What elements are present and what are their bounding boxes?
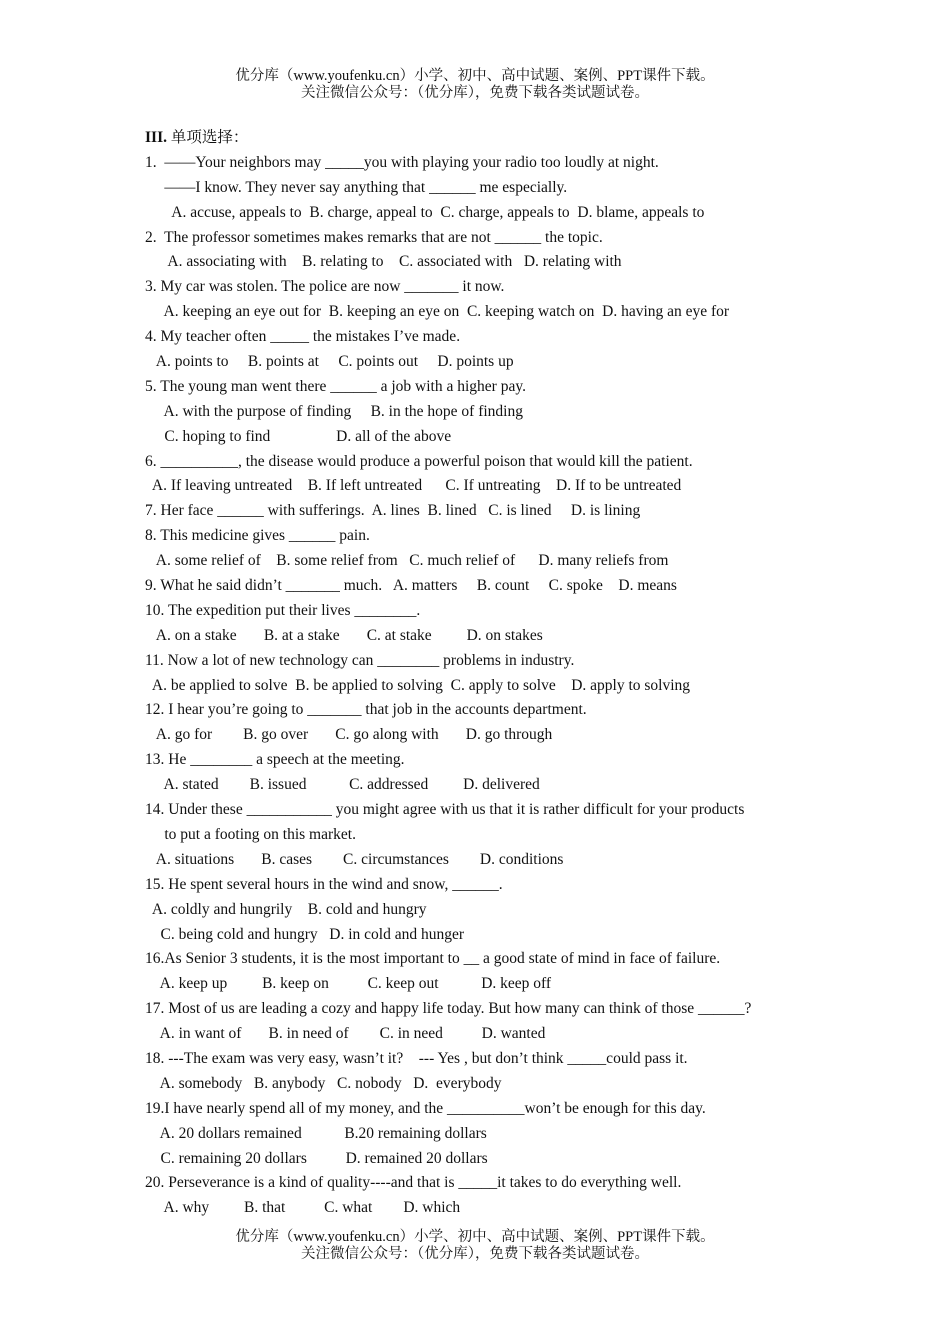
- question-line: A. why B. that C. what D. which: [145, 1199, 461, 1217]
- question-line: 20. Perseverance is a kind of quality----and that is _____it takes to do everything well.: [145, 1174, 682, 1192]
- question-line: A. points to B. points at C. points out D. points up: [145, 353, 514, 371]
- question-line: 13. He ________ a speech at the meeting.: [145, 751, 405, 769]
- section-number: III.: [145, 129, 167, 146]
- question-line: A. accuse, appeals to B. charge, appeal to C. charge, appeals to D. blame, appeals to: [145, 203, 705, 221]
- question-line: A. keep up B. keep on C. keep out D. keep off: [145, 975, 552, 993]
- question-line: 16.As Senior 3 students, it is the most important to __ a good state of mind in face of failure.: [145, 950, 721, 968]
- question-line: 10. The expedition put their lives ________.: [145, 601, 421, 619]
- question-line: 1. ——Your neighbors may _____you with playing your radio too loudly at night.: [145, 153, 659, 171]
- question-line: ——I know. They never say anything that ______ me especially.: [145, 178, 568, 196]
- footer-line-1: 优分库（www.youfenku.cn）小学、初中、高中试题、案例、PPT课件下载。: [235, 1229, 715, 1245]
- question-line: A. associating with B. relating to C. associated with D. relating with: [145, 253, 622, 271]
- exercise-content: [145, 126, 825, 1221]
- question-list: [145, 151, 825, 1221]
- question-line: C. being cold and hungry D. in cold and hunger: [145, 925, 464, 943]
- question-line: A. on a stake B. at a stake C. at stake D. on stakes: [145, 626, 543, 644]
- section-title: [145, 126, 825, 151]
- question-line: to put a footing on this market.: [145, 825, 356, 843]
- question-line: 6. __________, the disease would produce a powerful poison that would kill the patient.: [145, 452, 693, 470]
- question-line: A. situations B. cases C. circumstances D. conditions: [145, 850, 564, 868]
- question-line: 4. My teacher often _____ the mistakes I’ve made.: [145, 328, 461, 346]
- question-line: A. keeping an eye out for B. keeping an eye on C. keeping watch on D. having an eye for: [145, 303, 730, 321]
- question-line: A. be applied to solve B. be applied to solving C. apply to solve D. apply to solving: [145, 676, 691, 694]
- header-line-2: 关注微信公众号：（优分库），免费下载各类试题试卷。: [301, 85, 649, 101]
- footer-line-2: 关注微信公众号：（优分库），免费下载各类试题试卷。: [301, 1246, 649, 1262]
- question-line: 7. Her face ______ with sufferings. A. lines B. lined C. is lined D. is lining: [145, 502, 641, 520]
- question-line: 11. Now a lot of new technology can ________ problems in industry.: [145, 651, 575, 669]
- section-label: 单项选择：: [166, 129, 249, 146]
- question-line: 15. He spent several hours in the wind and snow, ______.: [145, 875, 503, 893]
- question-line: C. remaining 20 dollars D. remained 20 dollars: [145, 1149, 488, 1167]
- question-line: A. with the purpose of finding B. in the hope of finding: [145, 402, 523, 420]
- page-footer: [0, 1229, 950, 1263]
- question-line: A. 20 dollars remained B.20 remaining dollars: [145, 1124, 487, 1142]
- question-line: 8. This medicine gives ______ pain.: [145, 527, 370, 545]
- question-line: A. in want of B. in need of C. in need D. wanted: [145, 1025, 546, 1043]
- header-line-1: 优分库（www.youfenku.cn）小学、初中、高中试题、案例、PPT课件下载。: [235, 68, 715, 84]
- question-line: C. hoping to find D. all of the above: [145, 427, 452, 445]
- question-line: 12. I hear you’re going to _______ that job in the accounts department.: [145, 701, 587, 719]
- question-line: A. some relief of B. some relief from C. much relief of D. many reliefs from: [145, 552, 669, 570]
- question-line: 5. The young man went there ______ a job with a higher pay.: [145, 377, 526, 395]
- question-line: 2. The professor sometimes makes remarks that are not ______ the topic.: [145, 228, 603, 246]
- question-line: 3. My car was stolen. The police are now _______ it now.: [145, 278, 505, 296]
- question-line: A. coldly and hungrily B. cold and hungry: [145, 900, 427, 918]
- question-line: A. go for B. go over C. go along with D. go through: [145, 726, 553, 744]
- question-line: 19.I have nearly spend all of my money, and the __________won’t be enough for this day.: [145, 1099, 706, 1117]
- page-header: [0, 68, 950, 102]
- question-line: A. stated B. issued C. addressed D. delivered: [145, 776, 540, 794]
- question-line: 18. ---The exam was very easy, wasn’t it? --- Yes , but don’t think _____could pass it.: [145, 1049, 688, 1067]
- question-line: 17. Most of us are leading a cozy and happy life today. But how many can think of those ______?: [145, 1000, 752, 1018]
- question-line: 14. Under these ___________ you might agree with us that it is rather difficult for your products: [145, 801, 745, 819]
- question-line: A. somebody B. anybody C. nobody D. everybody: [145, 1074, 502, 1092]
- question-line: A. If leaving untreated B. If left untreated C. If untreating D. If to be untreated: [145, 477, 682, 495]
- question-line: 9. What he said didn’t _______ much. A. matters B. count C. spoke D. means: [145, 577, 677, 595]
